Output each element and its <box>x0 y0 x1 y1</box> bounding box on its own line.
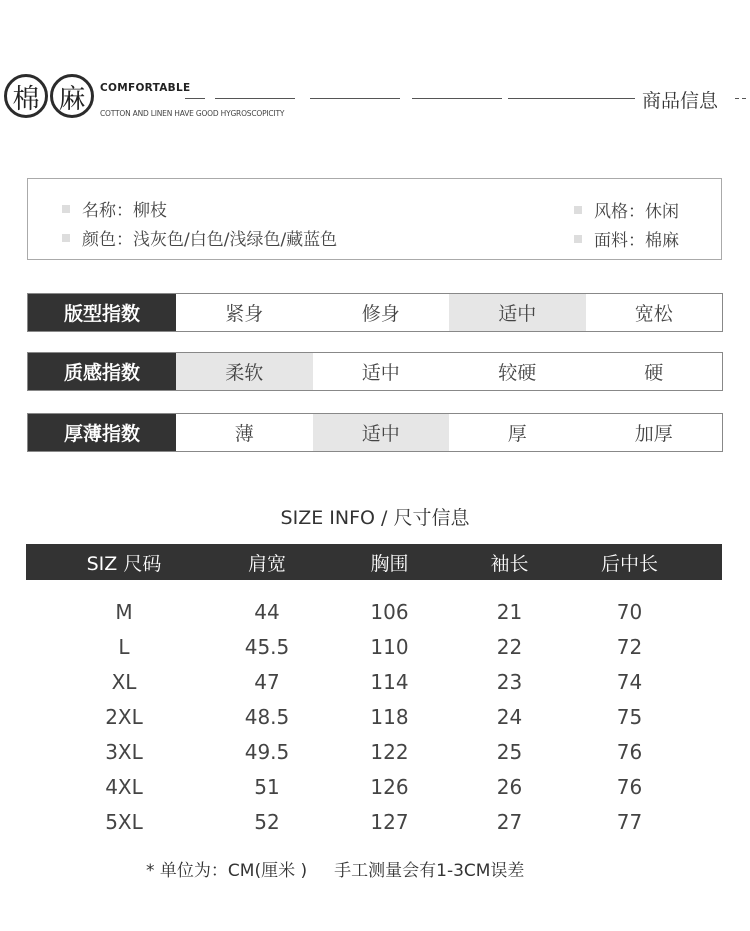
table-row <box>26 670 722 694</box>
index-option: 修身 <box>361 303 400 325</box>
table-row <box>26 705 722 729</box>
index-option: 宽松 <box>634 303 673 325</box>
cell: 51 <box>254 775 280 799</box>
header-length: 后中长 <box>600 552 658 575</box>
header-rule <box>412 98 502 99</box>
info-value: 浅灰色/白色/浅绿色/藏蓝色 <box>133 230 338 250</box>
info-fabric <box>574 226 679 251</box>
cell: 70 <box>616 600 643 624</box>
cell: M <box>115 600 133 624</box>
cell: 22 <box>496 635 523 659</box>
index-option: 较硬 <box>498 362 537 384</box>
cell: 76 <box>616 775 643 799</box>
info-style <box>574 197 679 222</box>
info-value: 休闲 <box>645 202 679 222</box>
brand-subtitle: COTTON AND LINEN HAVE GOOD HYGROSCOPICITY <box>100 109 285 118</box>
texture-index-row <box>27 352 723 391</box>
section-title-product-info: 商品信息 <box>642 90 719 112</box>
cell: 76 <box>616 740 643 764</box>
cell: 24 <box>496 705 523 729</box>
seal-char: 棉 <box>12 83 40 115</box>
cell: 44 <box>254 600 280 624</box>
cell: 110 <box>370 635 409 659</box>
measurement-note: * 单位为：CM(厘米 ) 手工测量会有1-3CM误差 <box>146 861 525 881</box>
table-row <box>26 635 722 659</box>
cell: 26 <box>496 775 523 799</box>
info-name <box>62 196 167 221</box>
index-option: 硬 <box>644 362 664 384</box>
cell: 122 <box>370 740 409 764</box>
cell: 74 <box>616 670 643 694</box>
index-option: 薄 <box>234 423 254 445</box>
cell: 127 <box>370 810 409 834</box>
seal-char: 麻 <box>58 83 86 115</box>
cell: 47 <box>254 670 280 694</box>
thickness-index-row <box>27 413 723 452</box>
header-chest: 胸围 <box>370 552 409 575</box>
size-info-title: SIZE INFO / 尺寸信息 <box>280 507 470 529</box>
cell: 5XL <box>105 810 143 834</box>
index-option-selected: 适中 <box>449 294 586 331</box>
cell: 72 <box>616 635 643 659</box>
header-rule <box>508 98 635 99</box>
header-rule <box>310 98 400 99</box>
seal-cotton <box>4 74 48 118</box>
table-row <box>26 600 722 624</box>
bullet-square-icon <box>62 205 70 213</box>
info-label: 颜色 ： <box>82 225 133 250</box>
bullet-square-icon <box>574 206 582 214</box>
info-label: 面料 ： <box>594 226 645 251</box>
cell: 126 <box>370 775 409 799</box>
info-value: 柳枝 <box>133 201 167 221</box>
header-size: SIZ 尺码 <box>86 552 162 575</box>
cell: 75 <box>616 705 643 729</box>
cell: 23 <box>496 670 523 694</box>
size-table-header <box>26 544 722 580</box>
cell: 52 <box>254 810 280 834</box>
cell: 3XL <box>105 740 143 764</box>
info-label: 名称 ： <box>82 196 133 221</box>
cell: 45.5 <box>244 635 290 659</box>
cell: 49.5 <box>244 740 290 764</box>
index-option: 紧身 <box>225 303 264 325</box>
info-label: 风格 ： <box>594 197 645 222</box>
index-option-selected: 柔软 <box>176 353 313 390</box>
index-title: 厚薄指数 <box>28 414 176 451</box>
bullet-square-icon <box>62 234 70 242</box>
index-title: 版型指数 <box>28 294 176 331</box>
cell: L <box>118 635 130 659</box>
index-option: 厚 <box>507 423 527 445</box>
cell: 77 <box>616 810 643 834</box>
cell: 48.5 <box>244 705 290 729</box>
index-option-selected: 适中 <box>313 414 450 451</box>
fit-index-row <box>27 293 723 332</box>
index-option: 加厚 <box>634 423 673 445</box>
info-value: 棉麻 <box>645 231 679 251</box>
cell: 27 <box>496 810 523 834</box>
cell: XL <box>111 670 137 694</box>
table-row <box>26 775 722 799</box>
cell: 25 <box>496 740 523 764</box>
table-row <box>26 740 722 764</box>
cell: 106 <box>370 600 409 624</box>
table-row <box>26 810 722 834</box>
header-rule-tail <box>735 98 749 99</box>
cell: 118 <box>370 705 409 729</box>
header-sleeve: 袖长 <box>490 552 529 575</box>
cell: 21 <box>496 600 523 624</box>
bullet-square-icon <box>574 235 582 243</box>
index-option: 适中 <box>361 362 400 384</box>
info-color <box>62 225 337 250</box>
header-rule <box>215 98 295 99</box>
seal-linen <box>50 74 94 118</box>
brand-title: COMFORTABLE <box>100 82 191 94</box>
header-rule <box>185 98 205 99</box>
cell: 114 <box>370 670 409 694</box>
index-title: 质感指数 <box>28 353 176 390</box>
header-shoulder: 肩宽 <box>247 552 286 575</box>
cell: 4XL <box>105 775 143 799</box>
cell: 2XL <box>105 705 143 729</box>
